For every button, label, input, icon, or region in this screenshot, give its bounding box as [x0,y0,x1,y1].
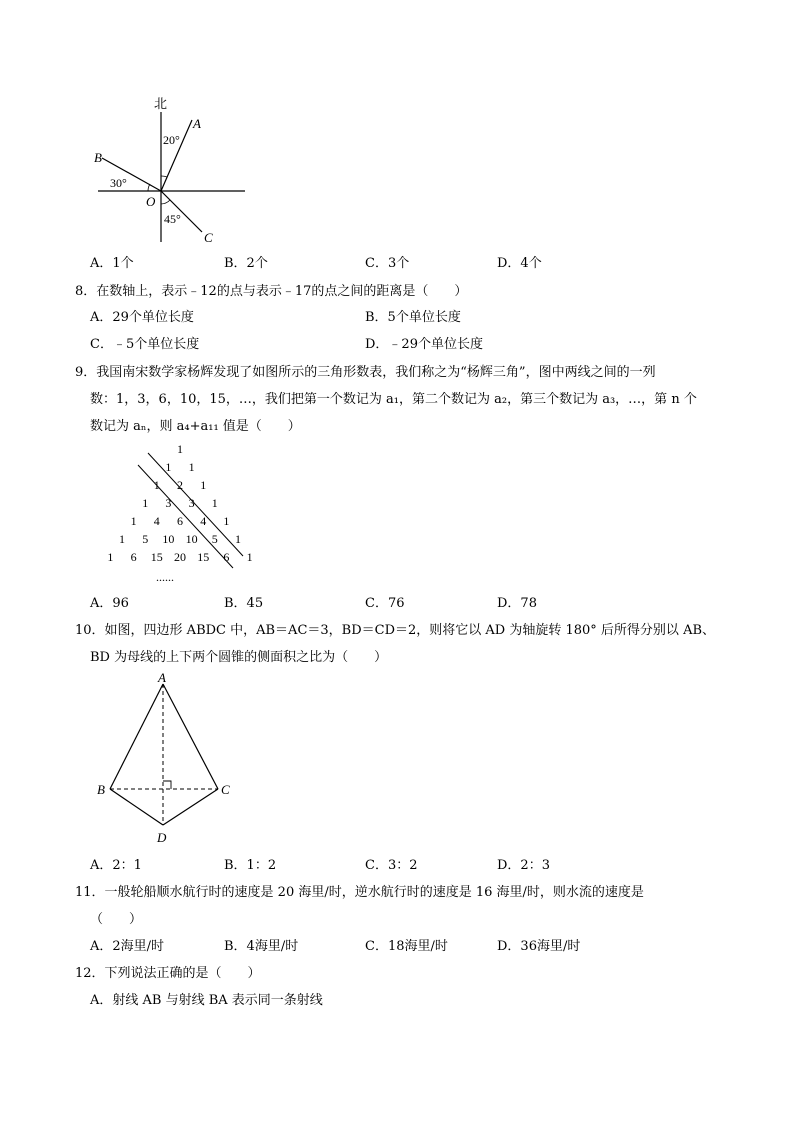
triangle-number: 10 [185,532,198,546]
triangle-number: 1 [165,460,172,474]
triangle-number: 1 [142,496,149,510]
label-o: O [146,194,156,209]
angle-arc-45 [161,200,170,204]
label-b: B [94,150,102,165]
triangle-ellipsis: ...... [156,570,174,584]
triangle-number: 1 [235,532,241,546]
q9-option-b[interactable]: B．45 [224,596,264,611]
triangle-number: 1 [153,478,160,492]
q9-option-a[interactable]: A．96 [90,596,129,611]
triangle-number: 4 [200,514,207,528]
q11-option-a[interactable]: A．2海里/时 [90,939,165,954]
triangle-number: 4 [153,514,160,528]
triangle-number: 6 [130,550,137,564]
q10-option-c[interactable]: C．3：2 [365,858,418,873]
kite-label-a: A [158,670,166,685]
triangle-number: 3 [188,496,195,510]
q8-stem: 8．在数轴上，表示﹣12的点与表示﹣17的点之间的距离是（ ） [75,284,468,299]
segment-ac [163,684,218,789]
kite-label-b: B [97,782,105,797]
angle-30-label: 30° [110,176,127,190]
segment-cd [163,789,218,825]
triangle-number: 15 [197,550,210,564]
q11-stem-line1: 11．一般轮船顺水航行时的速度是 20 海里/时，逆水航行时的速度是 16 海里/时，则水流的速度是 [75,885,644,900]
q9-stem-line2: 数：1，3，6，10，15，…，我们把第一个数记为 a₁，第二个数记为 a₂，第三个数记为 a₃，…，第 n 个 [90,392,697,407]
triangle-number: 5 [142,532,149,546]
triangle-number: 1 [130,514,137,528]
triangle-number: 1 [211,496,218,510]
q8-option-d[interactable]: D．﹣29个单位长度 [365,337,483,352]
q11-option-d[interactable]: D．36海里/时 [497,939,581,954]
q10-option-a[interactable]: A．2：1 [90,858,142,873]
q12-stem: 12．下列说法正确的是（ ） [75,966,261,981]
triangle-number: 1 [119,532,125,546]
q10-stem-line1: 10．如图，四边形 ABDC 中，AB＝AC＝3，BD＝CD＝2，则将它以 AD 为轴旋转 180° 后所得分别以 AB、 [75,623,716,638]
angle-45-label: 45° [164,212,181,226]
segment-ab [110,684,163,789]
q8-option-c[interactable]: C．﹣5个单位长度 [90,337,200,352]
q7-option-d[interactable]: D．4个 [497,256,542,271]
q7-option-a[interactable]: A．1个 [90,256,134,271]
kite-figure [95,670,245,845]
angle-20-label: 20° [163,133,180,147]
triangle-number: 1 [177,442,183,456]
label-a: A [193,116,201,131]
q7-option-b[interactable]: B．2个 [224,256,268,271]
q9-stem-line3: 数记为 aₙ，则 a₄+a₁₁ 值是（ ） [90,419,301,434]
kite-label-d: D [157,830,167,845]
angle-compass-figure [90,92,250,247]
q11-stem-line2: （ ） [90,912,143,927]
kite-label-c: C [221,782,230,797]
angle-arc-30 [148,184,150,191]
triangle-number: 15 [150,550,163,564]
triangle-number: 1 [200,478,207,492]
triangle-number: 20 [174,550,186,564]
yanghui-triangle-figure [80,435,290,590]
right-angle-mark [163,781,171,789]
q11-option-b[interactable]: B．4海里/时 [224,939,299,954]
q7-option-c[interactable]: C．3个 [365,256,410,271]
triangle-number: 1 [188,460,195,474]
segment-bd [110,789,163,825]
triangle-number: 1 [246,550,253,564]
label-c: C [204,230,213,245]
triangle-number: 1 [107,550,114,564]
q11-option-c[interactable]: C．18海里/时 [365,939,448,954]
triangle-number: 5 [211,532,218,546]
q9-option-d[interactable]: D．78 [497,596,537,611]
triangle-number: 6 [177,514,183,528]
q9-option-c[interactable]: C．76 [365,596,405,611]
q8-option-a[interactable]: A．29个单位长度 [90,310,194,325]
q10-option-d[interactable]: D．2：3 [497,858,550,873]
triangle-number: 2 [177,478,183,492]
north-label: 北 [154,96,168,111]
ray-oa [161,120,192,191]
triangle-number: 3 [165,496,172,510]
q12-option-a[interactable]: A．射线 AB 与射线 BA 表示同一条射线 [90,993,323,1008]
triangle-number: 6 [223,550,230,564]
triangle-number: 10 [162,532,175,546]
angle-arc-20 [161,176,167,177]
q9-stem-line1: 9．我国南宋数学家杨辉发现了如图所示的三角形数表，我们称之为“杨辉三角”，图中两线之间的一列 [75,365,656,380]
q10-stem-line2: BD 为母线的上下两个圆锥的侧面积之比为（ ） [90,650,388,665]
q8-option-b[interactable]: B．5个单位长度 [365,310,461,325]
triangle-number: 1 [223,514,230,528]
q10-option-b[interactable]: B．1：2 [224,858,277,873]
